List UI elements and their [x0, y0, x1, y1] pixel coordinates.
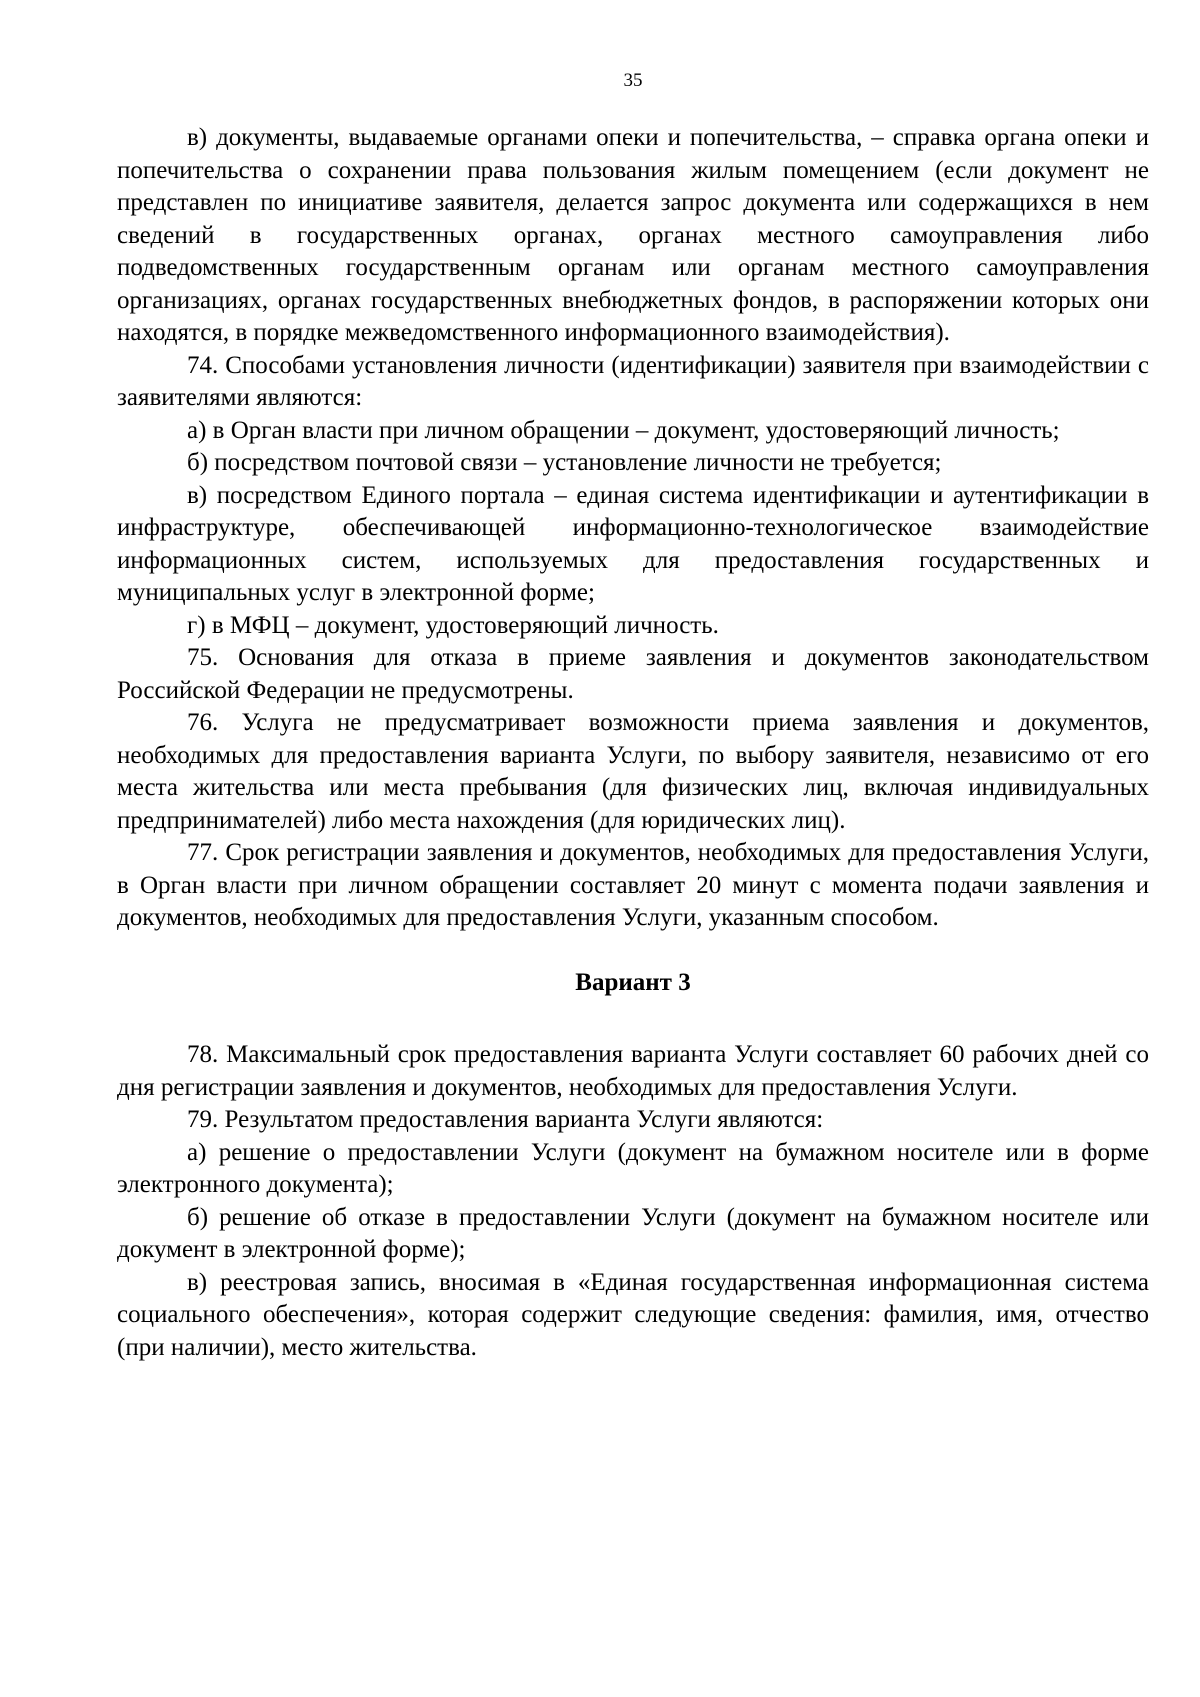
- paragraph-79-v: в) реестровая запись, вносимая в «Единая государственная информационная система социального обеспечения», которая содержит следующие сведения: фамилия, имя, отчество (при наличии), место жительства.: [117, 1268, 1149, 1361]
- paragraph-74-a: а) в Орган власти при личном обращении – документ, удостоверяющий личность;: [187, 416, 1060, 444]
- page-number: 35: [623, 70, 643, 91]
- paragraph-74-g: г) в МФЦ – документ, удостоверяющий личность.: [187, 611, 719, 639]
- paragraph-74-b: б) посредством почтовой связи – установление личности не требуется;: [187, 449, 942, 476]
- paragraph-79-b: б) решение об отказе в предоставлении Услуги (документ на бумажном носителе или документ в электронной форме);: [117, 1203, 1149, 1263]
- paragraph-74: 74. Способами установления личности (идентификации) заявителя при взаимодействии с заявителями являются:: [117, 351, 1149, 411]
- paragraph-76: 76. Услуга не предусматривает возможности приема заявления и документов, необходимых для предоставления варианта Услуги, по выбору заявителя, независимо от его места жительства или места пребывания (для физических лиц, включая индивидуальных предпринимателей) либо места нахождения (для юридических лиц).: [117, 709, 1149, 834]
- paragraph-item-v-guardianship: в) документы, выдаваемые органами опеки и попечительства, – справка органа опеки и попечительства о сохранении права пользования жилым помещением (если документ не представлен по инициативе заявителя, делается запрос документа или содержащихся в нем сведений в государственных органах, органах местного самоуправления либо подведомственных государственным органам или органам местного самоуправления организациях, органах государственных внебюджетных фондов, в распоряжении которых они находятся, в порядке межведомственного информационного взаимодействия).: [117, 124, 1149, 346]
- paragraph-78: 78. Максимальный срок предоставления варианта Услуги составляет 60 рабочих дней со дня регистрации заявления и документов, необходимых для предоставления Услуги.: [117, 1041, 1149, 1101]
- paragraph-74-v: в) посредством Единого портала – единая система идентификации и аутентификации в инфраструктуре, обеспечивающей информационно-технологическое взаимодействие информационных систем, используемых для предоставления государственных и муниципальных услуг в электронной форме;: [117, 481, 1149, 606]
- paragraph-75: 75. Основания для отказа в приеме заявления и документов законодательством Российской Федерации не предусмотрены.: [117, 644, 1149, 704]
- section-heading: Вариант 3: [575, 968, 691, 996]
- paragraph-77: 77. Срок регистрации заявления и документов, необходимых для предоставления Услуги, в Орган власти при личном обращении составляет 20 минут с момента подачи заявления и документов, необходимых для предоставления Услуги, указанным способом.: [117, 839, 1149, 931]
- paragraph-79: 79. Результатом предоставления варианта Услуги являются:: [187, 1106, 824, 1133]
- paragraph-79-a: а) решение о предоставлении Услуги (документ на бумажном носителе или в форме электронного документа);: [117, 1138, 1149, 1198]
- document-body: [117, 122, 1149, 1364]
